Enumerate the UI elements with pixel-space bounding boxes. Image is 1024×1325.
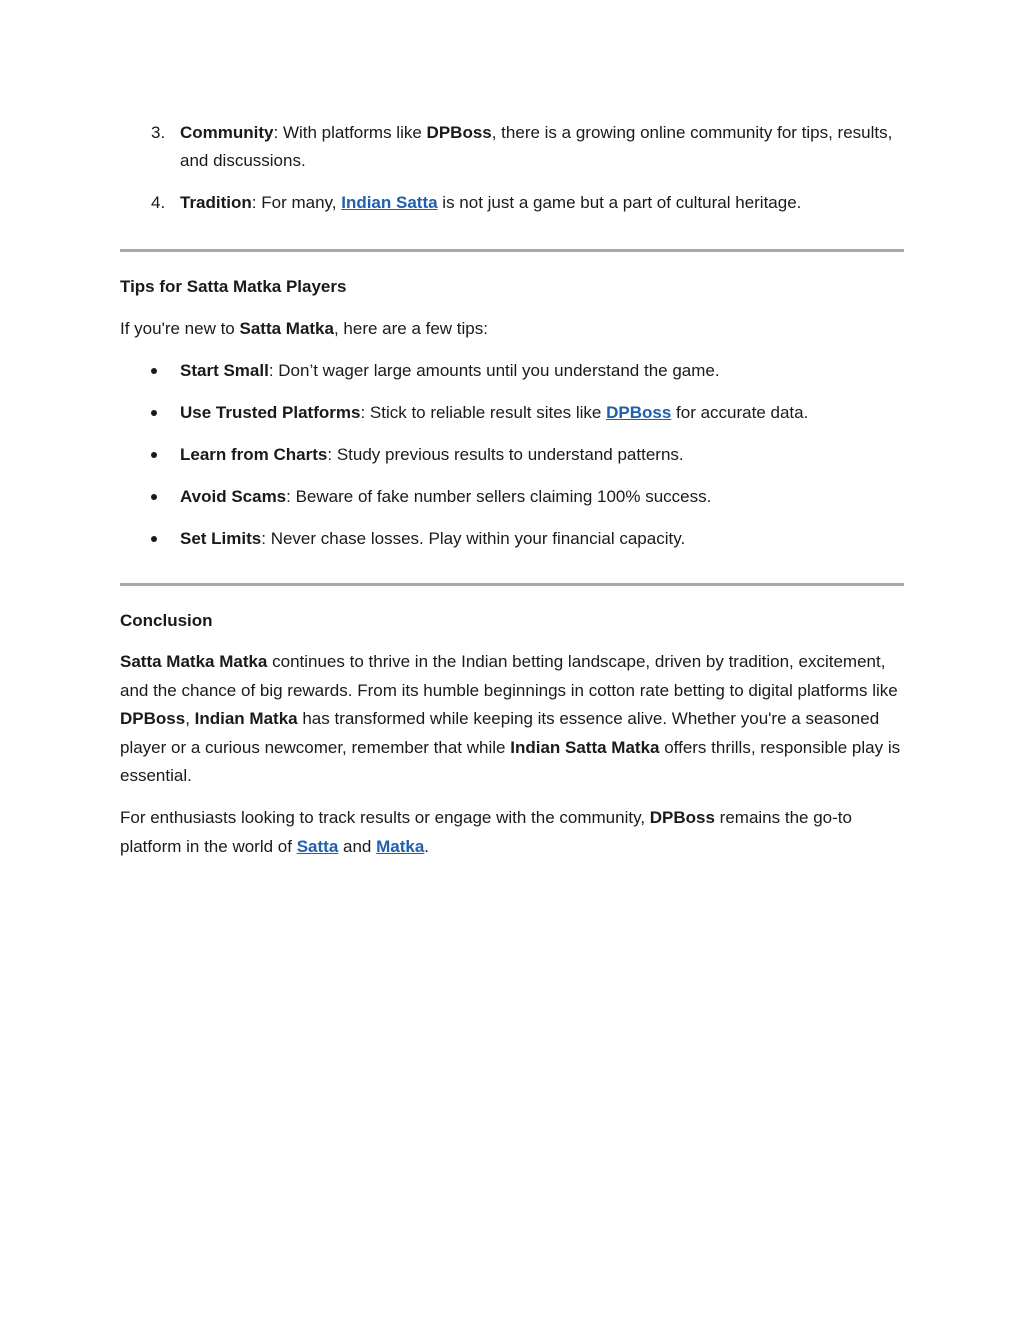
bullet-icon [151,494,157,500]
list-number: 3. [151,123,166,142]
list-item: Start Small: Don’t wager large amounts until you understand the game. [120,357,904,385]
list-item: Learn from Charts: Study previous results to understand patterns. [120,441,904,469]
term-community: Community [180,123,274,142]
link-satta[interactable]: Satta [296,836,339,856]
numbered-list [120,119,904,217]
list-item: Set Limits: Never chase losses. Play within your financial capacity. [120,525,904,553]
link-dpboss[interactable]: DPBoss [606,403,672,422]
bullet-icon [151,368,157,374]
list-item-community: 3. Community: With platforms like DPBoss, there is a growing online community for tips, results, and discussions. [120,119,904,175]
list-item: Avoid Scams: Beware of fake number sellers claiming 100% success. [120,483,904,511]
list-item-tradition: 4. Tradition: For many, Indian Satta is not just a game but a part of cultural heritage. [120,189,904,217]
section-heading-conclusion: Conclusion [120,611,213,630]
tips-intro: If you're new to Satta Matka, here are a few tips: [120,319,488,338]
tips-bullet-list [120,357,904,567]
list-item: Use Trusted Platforms: Stick to reliable result sites like DPBoss for accurate data. [120,399,904,427]
link-matka[interactable]: Matka [376,836,425,856]
section-heading-tips: Tips for Satta Matka Players [120,277,347,296]
term-dpboss: DPBoss [426,123,492,142]
horizontal-divider [120,249,904,252]
conclusion-paragraph-1: Satta Matka Matka continues to thrive in the Indian betting landscape, driven by tradition, excitement, and the chance of big rewards. From its humble beginnings in cotton rate betting to digital platforms like DPBoss, Indian Matka has transformed while keeping its essence alive. Whether you're a seasoned player or a curious newcomer, remember that while Indian Satta Matka offers thrills, responsible play is essential. [120,652,901,785]
list-number: 4. [151,193,166,212]
bullet-icon [151,536,157,542]
bullet-icon [151,410,157,416]
term-tradition: Tradition [180,193,252,212]
bullet-icon [151,452,157,458]
conclusion-paragraph-2: For enthusiasts looking to track results or engage with the community, DPBoss remains the go-to platform in the world of Satta and Matka. [120,808,852,856]
horizontal-divider [120,583,904,586]
link-indian-satta[interactable]: Indian Satta [341,193,438,212]
